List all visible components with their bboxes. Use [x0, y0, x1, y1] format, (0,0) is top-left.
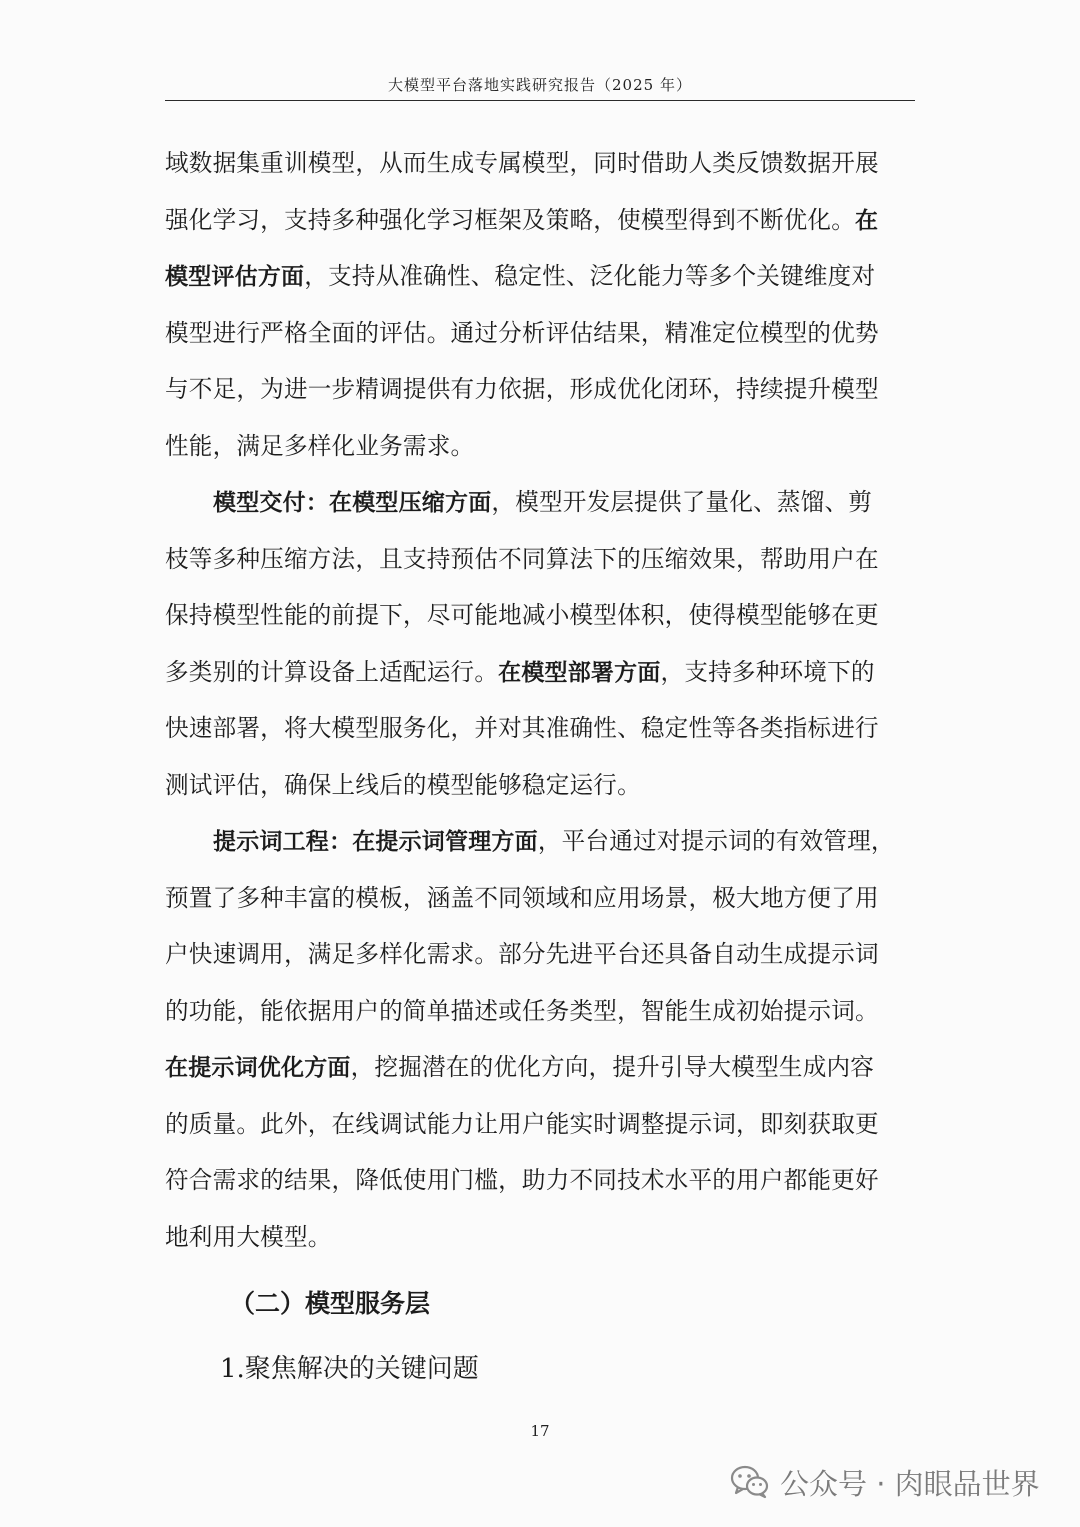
- text-run: 与不足，为进一步精调提供有力依据，形成优化闭环，持续提升模型: [165, 375, 879, 403]
- text-run: 强化学习，支持多种强化学习框架及策略，使模型得到不断优化。: [165, 205, 856, 234]
- text-run: 的质量。此外，在线调试能力让用户能实时调整提示词，即刻获取更: [165, 1109, 879, 1138]
- bold-text: 模型评估方面: [165, 264, 305, 290]
- paragraph-2-line: [165, 600, 917, 630]
- text-run: 枝等多种压缩方法，且支持预估不同算法下的压缩效果，帮助用户在: [165, 544, 879, 573]
- text-run: 模型进行严格全面的评估。通过分析评估结果，精准定位模型的优势: [165, 318, 879, 347]
- paragraph-3-line: [213, 826, 917, 857]
- watermark-text: 公众号 · 肉眼品世界: [780, 1466, 1040, 1501]
- paragraph-3-line: [165, 1165, 917, 1195]
- page-number: 17: [530, 1422, 550, 1440]
- paragraph-3-line: [165, 939, 917, 969]
- header-rule: [165, 100, 915, 101]
- text-run: 户快速调用，满足多样化需求。部分先进平台还具备自动生成提示词: [165, 940, 879, 968]
- wechat-icon: [730, 1465, 770, 1499]
- page-header: 大模型平台落地实践研究报告（2025 年）: [388, 76, 692, 94]
- text-run: ，支持从准确性、稳定性、泛化能力等多个关键维度对: [304, 262, 876, 290]
- paragraph-3-line: [165, 1052, 917, 1083]
- paragraph-3-line: [165, 883, 917, 913]
- subsection-title: 1.聚焦解决的关键问题: [220, 1354, 479, 1384]
- text-run: 保持模型性能的前提下，尽可能地减小模型体积，使得模型能够在更: [165, 601, 879, 629]
- paragraph-1-line: [165, 431, 917, 461]
- paragraph-2-line: [165, 770, 917, 800]
- bold-text: 在模型部署方面: [498, 659, 661, 686]
- section-title: （二）模型服务层: [230, 1289, 431, 1318]
- text-run: 的功能，能依据用户的简单描述或任务类型，智能生成初始提示词。: [165, 996, 879, 1025]
- paragraph-1-line: [165, 374, 917, 404]
- paragraph-1-line: [165, 261, 917, 292]
- bold-text: 在: [855, 207, 879, 234]
- text-run: ，模型开发层提供了量化、蒸馏、剪: [491, 488, 873, 516]
- text-run: ，平台通过对提示词的有效管理，: [537, 827, 895, 855]
- text-run: 多类别的计算设备上适配运行。: [165, 657, 499, 686]
- text-run: 预置了多种丰富的模板，涵盖不同领域和应用场景，极大地方便了用: [165, 883, 879, 912]
- paragraph-3-line: [165, 1222, 917, 1252]
- paragraph-2-line: [165, 713, 917, 743]
- text-run: ，挖掘潜在的优化方向，提升引导大模型生成内容: [350, 1053, 875, 1081]
- text-run: ，支持多种环境下的: [660, 657, 875, 686]
- paragraph-2-line: [165, 657, 917, 688]
- paragraph-1-line: [165, 318, 917, 348]
- paragraph-1-line: [165, 148, 917, 178]
- watermark: [730, 1462, 1040, 1502]
- text-run: 域数据集重训模型，从而生成专属模型，同时借助人类反馈数据开展: [165, 149, 879, 177]
- paragraph-2-line: [165, 544, 917, 574]
- paragraph-2-line: [213, 487, 917, 518]
- text-run: 性能，满足多样化业务需求。: [165, 431, 475, 460]
- paragraph-3-line: [165, 1109, 917, 1139]
- bold-text: 在提示词优化方面: [165, 1055, 351, 1081]
- paragraph-3-line: [165, 996, 917, 1026]
- text-run: 快速部署，将大模型服务化，并对其准确性、稳定性等各类指标进行: [165, 714, 879, 742]
- paragraph-1-line: [165, 205, 917, 236]
- bold-text: 提示词工程：在提示词管理方面: [213, 829, 538, 855]
- text-run: 符合需求的结果，降低使用门槛，助力不同技术水平的用户都能更好: [165, 1166, 879, 1194]
- text-run: 地利用大模型。: [165, 1222, 332, 1251]
- bold-text: 模型交付：在模型压缩方面: [213, 490, 492, 516]
- text-run: 测试评估，确保上线后的模型能够稳定运行。: [165, 770, 641, 799]
